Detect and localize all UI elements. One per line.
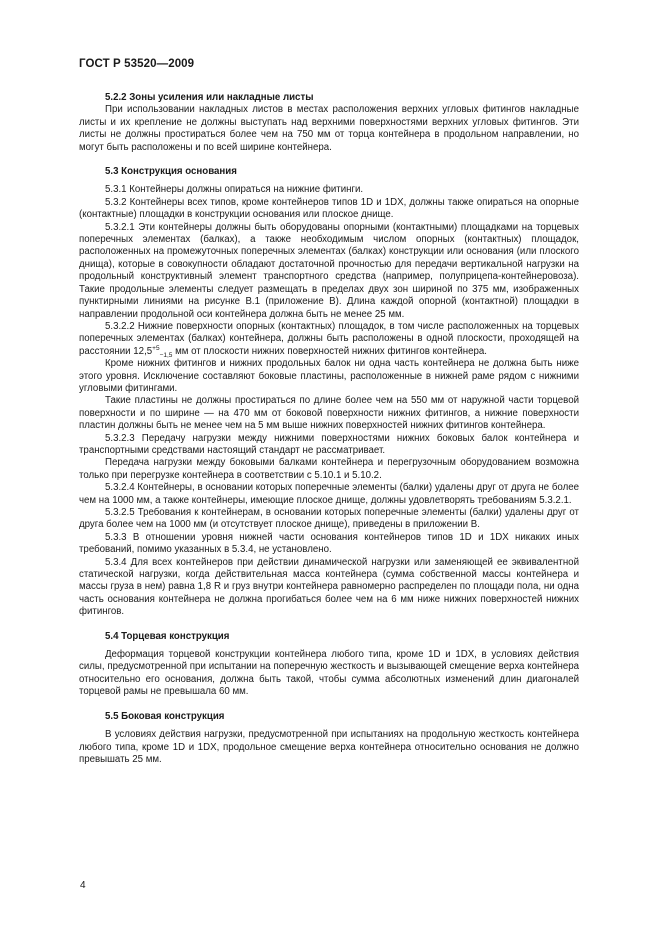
- paragraph: Такие пластины не должны простираться по длине более чем на 550 мм от наружной части торцевой поверхности и по ширине — на 470 мм от боковой поверхности нижних фитингов, а нижние поверхности пластин должны быть не менее чем на 5 мм выше нижних поверхностей нижних фитингов контейнера.: [79, 395, 579, 432]
- paragraph: 5.3.4 Для всех контейнеров при действии динамической нагрузки или заменяющей ее эквивалентной статической нагрузки, когда действительная масса контейнера (сумма собственной массы контейнера и массы груза в нем) равна 1,8 R и груз внутри контейнера равномерно распределен по площади пола, ни одна часть основания контейнера не должна прогибаться более чем на 6 мм ниже нижних поверхностей нижних фитингов.: [79, 556, 579, 618]
- spacer: [79, 619, 579, 631]
- section-heading: 5.2.2 Зоны усиления или накладные листы: [105, 92, 314, 103]
- paragraph-text: мм от плоскости нижних поверхностей нижних фитингов контейнера.: [172, 345, 487, 357]
- paragraph: 5.3.2.4 Контейнеры, в основании которых поперечные элементы (балки) удалены друг от друга не более чем на 1000 мм, а также контейнеры, имеющие плоское днище, должны удовлетворять требованиям 5.3.2.1.: [79, 482, 579, 506]
- paragraph: В условиях действия нагрузки, предусмотренной при испытаниях на продольную жесткость контейнера любого типа, кроме 1D и 1DX, продольное смещение верха контейнера относительно основания не должно превышать 25 мм.: [79, 729, 579, 765]
- document-header: ГОСТ Р 53520—2009: [79, 58, 195, 70]
- page-number: 4: [80, 880, 86, 891]
- paragraph: Кроме нижних фитингов и нижних продольных балок ни одна часть контейнера не должна быть ниже этого уровня. Исключение составляют боковые пластины, расположенные в нижней раме рядом с нижними угловыми фитингами.: [79, 358, 579, 394]
- spacer: [79, 154, 579, 166]
- paragraph: 5.3.3 В отношении уровня нижней части основания контейнеров типов 1D и 1DX никаких иных требований, помимо указанных в 5.3.4, не установлено.: [79, 531, 579, 556]
- paragraph-text: 5.3.2.2 Нижние поверхности опорных (контактных) площадок, в том числе расположенных на торцевых поперечных элементах (балках) контейнера, должны быть расположены в одной плоскости, проходящей на расстоянии 12,5: [79, 320, 579, 357]
- paragraph: Деформация торцевой конструкции контейнера любого типа, кроме 1D и 1DX, в условиях действия силы, предусмотренной при испытании на поперечную жесткость и вызывающей смещение верха контейнера относительно его основания, должна быть такой, чтобы сумма абсолютных изменений длин диагоналей торцевой рамы не превышала 60 мм.: [79, 649, 579, 698]
- spacer: [79, 699, 579, 711]
- paragraph: 5.3.2.1 Эти контейнеры должны быть оборудованы опорными (контактными) площадками на торцевых поперечных элементах (балках), а также необходимым числом опорных (контактных) площадок, расположенных на промежуточных поперечных элементах (балках) конструкции или основания (или плоского днища), которые в совокупности обладают достаточной прочностью для передачи вертикальной нагрузки на продольный конструктивный элемент транспортного средства (например, полуприцепа-контейнеровоза). Такие продольные элементы следует размещать в пределах двух зон шириной по 375 мм, изображенных пунктирными линиями на рисунке В.1 (приложение В). Длина каждой опорной (контактной) площадки в направлении продольной оси контейнера должна быть не менее 25 мм.: [79, 221, 579, 320]
- paragraph: При использовании накладных листов в местах расположения верхних угловых фитингов накладные листы и их крепление не должны выступать над верхними поверхностями верхних угловых фитингов. Эти листы не должны простираться более чем на 750 мм от торца контейнера в продольном направлении, но могут быть расположены и по всей ширине контейнера.: [79, 104, 579, 153]
- section-heading: 5.5 Боковая конструкция: [105, 710, 225, 722]
- paragraph: 5.3.2.3 Передачу нагрузки между нижними поверхностями нижних боковых балок контейнера и транспортными средствами настоящий стандарт не рассматривает.: [79, 432, 579, 456]
- paragraph: 5.3.1 Контейнеры должны опираться на нижние фитинги.: [105, 184, 364, 196]
- paragraph: 5.3.2 Контейнеры всех типов, кроме контейнеров типов 1D и 1DX, должны также опираться на опорные (контактные) площадки в конструкции основания или плоское днище.: [79, 196, 579, 221]
- paragraph: Передача нагрузки между боковыми балками контейнера и перегрузочным оборудованием возможна только при перегрузке контейнера в соответствии с 5.10.1 и 5.10.2.: [79, 457, 579, 481]
- paragraph: 5.3.2.5 Требования к контейнерам, в основании которых поперечные элементы (балки) удалены друг от друга более чем на 1000 мм (и отсутствует плоское днище), приведены в приложении В.: [79, 507, 579, 531]
- paragraph-tolerance: [79, 321, 579, 358]
- tolerance-upper: +5: [152, 344, 160, 352]
- tolerance-lower: −1,5: [159, 351, 173, 359]
- document-body: [79, 92, 579, 766]
- section-heading: 5.4 Торцевая конструкция: [105, 630, 230, 642]
- section-heading: 5.3 Конструкция основания: [105, 166, 237, 178]
